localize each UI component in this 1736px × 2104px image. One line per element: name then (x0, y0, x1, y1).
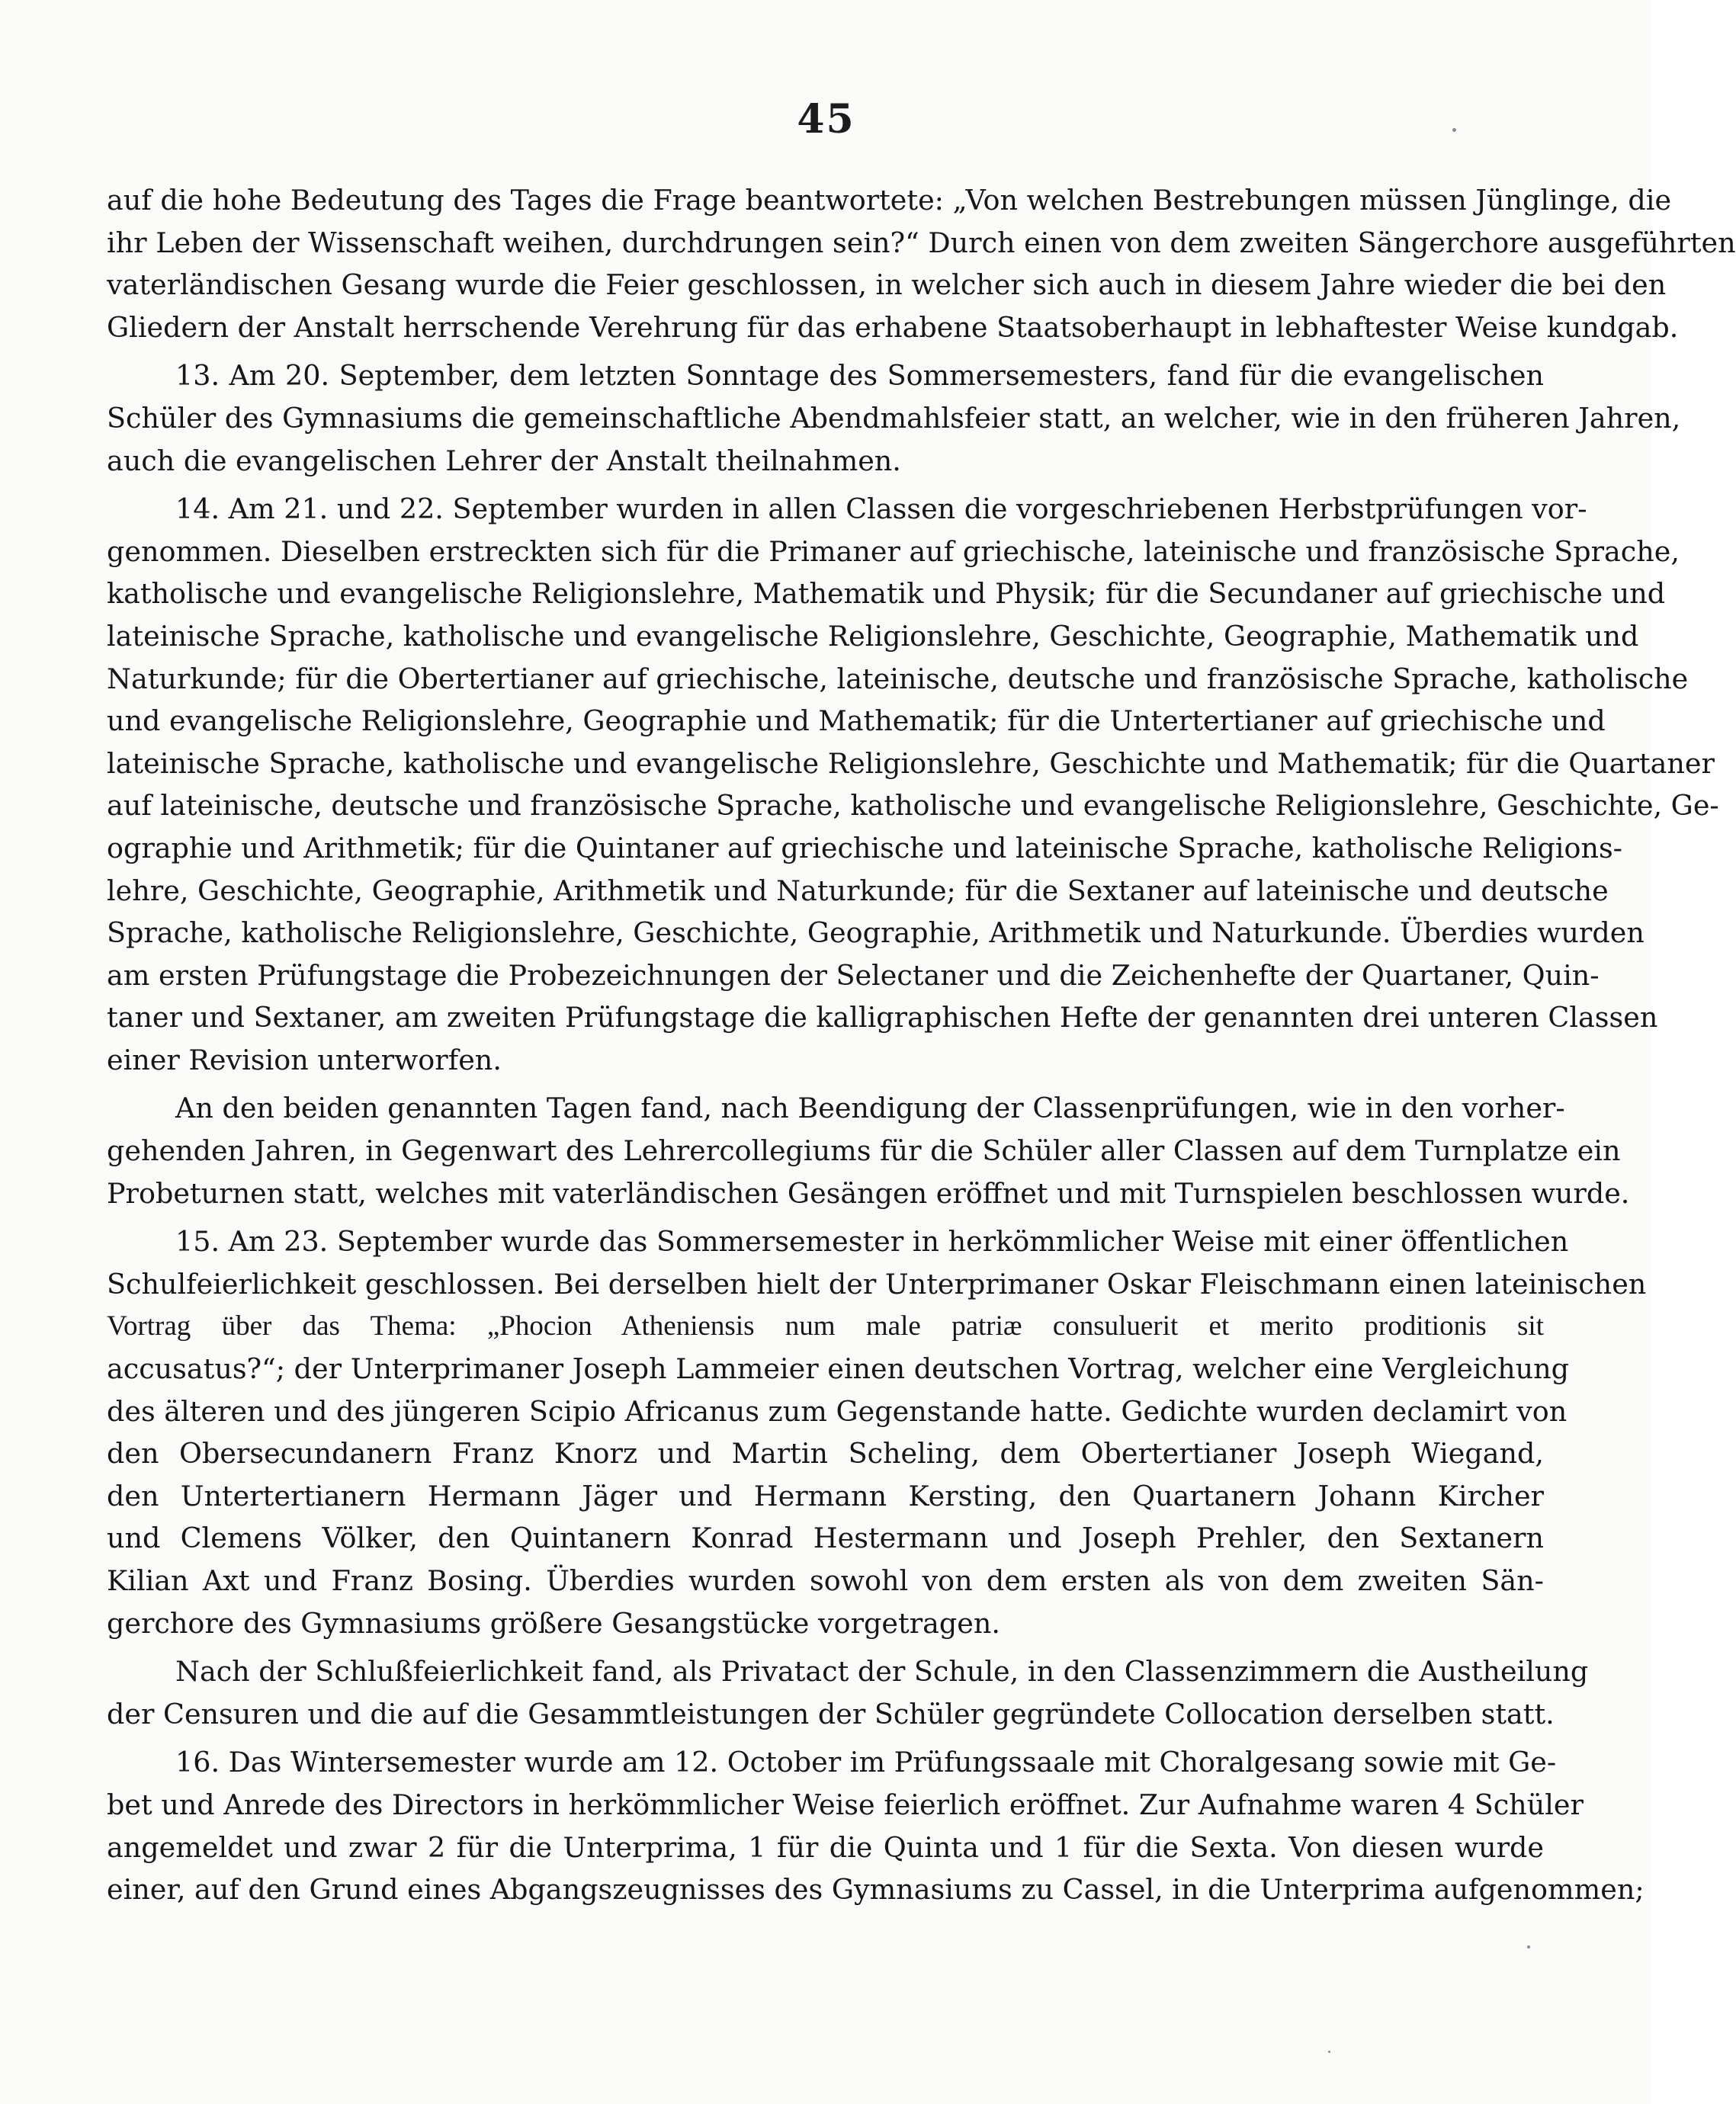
scan-speck (1452, 128, 1456, 132)
text-line: auf die hohe Bedeutung des Tages die Frage beantwortete: „Von welchen Bestrebungen müssen Jünglinge, die (107, 184, 1672, 216)
text-line: auch die evangelischen Lehrer der Anstalt theilnahmen. (107, 444, 901, 477)
paragraph-turnen (107, 1087, 1630, 1214)
paragraph-15 (107, 1220, 1647, 1644)
text-line: 14. Am 21. und 22. September wurden in allen Classen die vorgeschriebenen Herbstprüfungen vor- (175, 492, 1587, 526)
text-line: des älteren und des jüngeren Scipio Africanus zum Gegenstande hatte. Gedichte wurden declamirt von (107, 1394, 1568, 1428)
text-line: lehre, Geschichte, Geographie, Arithmetik und Naturkunde; für die Sextaner auf lateinische und deutsche (107, 874, 1609, 907)
text-line: gerchore des Gymnasiums größere Gesangstücke vorgetragen. (107, 1606, 1000, 1640)
text-line: einer Revision unterworfen. (107, 1043, 502, 1076)
text-line: Naturkunde; für die Obertertianer auf griechische, lateinische, deutsche und französische Sprache, katholische (107, 662, 1689, 695)
text-line: lateinische Sprache, katholische und evangelische Religionslehre, Geschichte und Mathematik; für die Quartaner (107, 746, 1715, 780)
body-text (107, 179, 1736, 1911)
text-line: 13. Am 20. September, dem letzten Sonntage des Sommersemesters, fand für die evangelischen (175, 359, 1544, 393)
text-line: den Obersecundanern Franz Knorz und Martin Scheling, dem Obertertianer Joseph Wiegand, (107, 1437, 1544, 1471)
text-line: Schulfeierlichkeit geschlossen. Bei derselben hielt der Unterprimaner Oskar Fleischmann einen lateinischen (107, 1267, 1647, 1301)
text-line: ographie und Arithmetik; für die Quintaner auf griechische und lateinische Sprache, katholische Religions- (107, 831, 1623, 864)
text-line: Vortrag über das Thema: „Phocion Atheniensis num male patriæ consuluerit et merito proditionis sit (107, 1310, 1544, 1342)
paragraph-censuren (107, 1650, 1589, 1735)
text-line: und Clemens Völker, den Quintanern Konrad Hestermann und Joseph Prehler, den Sextanern (107, 1522, 1544, 1555)
text-line: bet und Anrede des Directors in herkömmlicher Weise feierlich eröffnet. Zur Aufnahme waren 4 Schüler (107, 1788, 1584, 1821)
text-line: am ersten Prüfungstage die Probezeichnungen der Selectaner und die Zeichenhefte der Quartaner, Quin- (107, 958, 1600, 992)
text-line: auf lateinische, deutsche und französische Sprache, katholische und evangelische Religionslehre, Geschichte, Ge- (107, 789, 1719, 823)
text-line: taner und Sextaner, am zweiten Prüfungstage die kalligraphischen Hefte der genannten drei unteren Classen (107, 1001, 1658, 1034)
page-number: 45 (797, 96, 855, 143)
scan-speck (1328, 2051, 1330, 2053)
text-line: Kilian Axt und Franz Bosing. Überdies wurden sowohl von dem ersten als von dem zweiten Sän- (107, 1564, 1544, 1597)
text-line: Nach der Schlußfeierlichkeit fand, als Privatact der Schule, in den Classenzimmern die Austheilung (175, 1655, 1589, 1689)
paragraph-16 (107, 1741, 1645, 1910)
text-line: katholische und evangelische Religionslehre, Mathematik und Physik; für die Secundaner auf griechische und (107, 577, 1666, 611)
text-line: Schüler des Gymnasiums die gemeinschaftliche Abendmahlsfeier statt, an welcher, wie in den früheren Jahren, (107, 401, 1681, 435)
text-line: und evangelische Religionslehre, Geographie und Mathematik; für die Untertertianer auf griechische und (107, 704, 1606, 738)
paragraph-13 (107, 354, 1681, 482)
text-line: vaterländischen Gesang wurde die Feier geschlossen, in welcher sich auch in diesem Jahre wieder die bei den (107, 268, 1667, 302)
text-line: An den beiden genannten Tagen fand, nach Beendigung der Classenprüfungen, wie in den vorher- (175, 1092, 1565, 1125)
paragraph-14 (107, 488, 1719, 1081)
text-line: ihr Leben der Wissenschaft weihen, durchdrungen sein?“ Durch einen von dem zweiten Sängerchore ausgeführten (107, 226, 1736, 259)
text-line: Gliedern der Anstalt herrschende Verehrung für das erhabene Staatsoberhaupt in lebhaftester Weise kundgab. (107, 310, 1679, 344)
paragraph-intro (107, 179, 1736, 348)
text-line: Probeturnen statt, welches mit vaterländischen Gesängen eröffnet und mit Turnspielen beschlossen wurde. (107, 1176, 1630, 1210)
text-line: accusatus?“; der Unterprimaner Joseph Lammeier einen deutschen Vortrag, welcher eine Vergleichung (107, 1352, 1569, 1386)
text-line: angemeldet und zwar 2 für die Unterprima, 1 für die Quinta und 1 für die Sexta. Von diesen wurde (107, 1830, 1544, 1864)
text-line: genommen. Dieselben erstreckten sich für die Primaner auf griechische, lateinische und französische Sprache, (107, 534, 1680, 568)
scan-speck (1527, 1945, 1530, 1948)
text-line: 16. Das Wintersemester wurde am 12. October im Prüfungssaale mit Choralgesang sowie mit Ge- (175, 1746, 1557, 1779)
text-line: gehenden Jahren, in Gegenwart des Lehrercollegiums für die Schüler aller Classen auf dem Turnplatze ein (107, 1134, 1621, 1168)
text-line: lateinische Sprache, katholische und evangelische Religionslehre, Geschichte, Geographie, Mathematik und (107, 619, 1639, 653)
text-line: den Untertertianern Hermann Jäger und Hermann Kersting, den Quartanern Johann Kircher (107, 1479, 1544, 1512)
text-line: einer, auf den Grund eines Abgangszeugnisses des Gymnasiums zu Cassel, in die Unterprima aufgenommen; (107, 1873, 1645, 1907)
text-line: Sprache, katholische Religionslehre, Geschichte, Geographie, Arithmetik und Naturkunde. Überdies wurden (107, 916, 1645, 950)
text-line: der Censuren und die auf die Gesammtleistungen der Schüler gegründete Collocation derselben statt. (107, 1697, 1555, 1730)
text-line: 15. Am 23. September wurde das Sommersemester in herkömmlicher Weise mit einer öffentlichen (175, 1225, 1569, 1259)
